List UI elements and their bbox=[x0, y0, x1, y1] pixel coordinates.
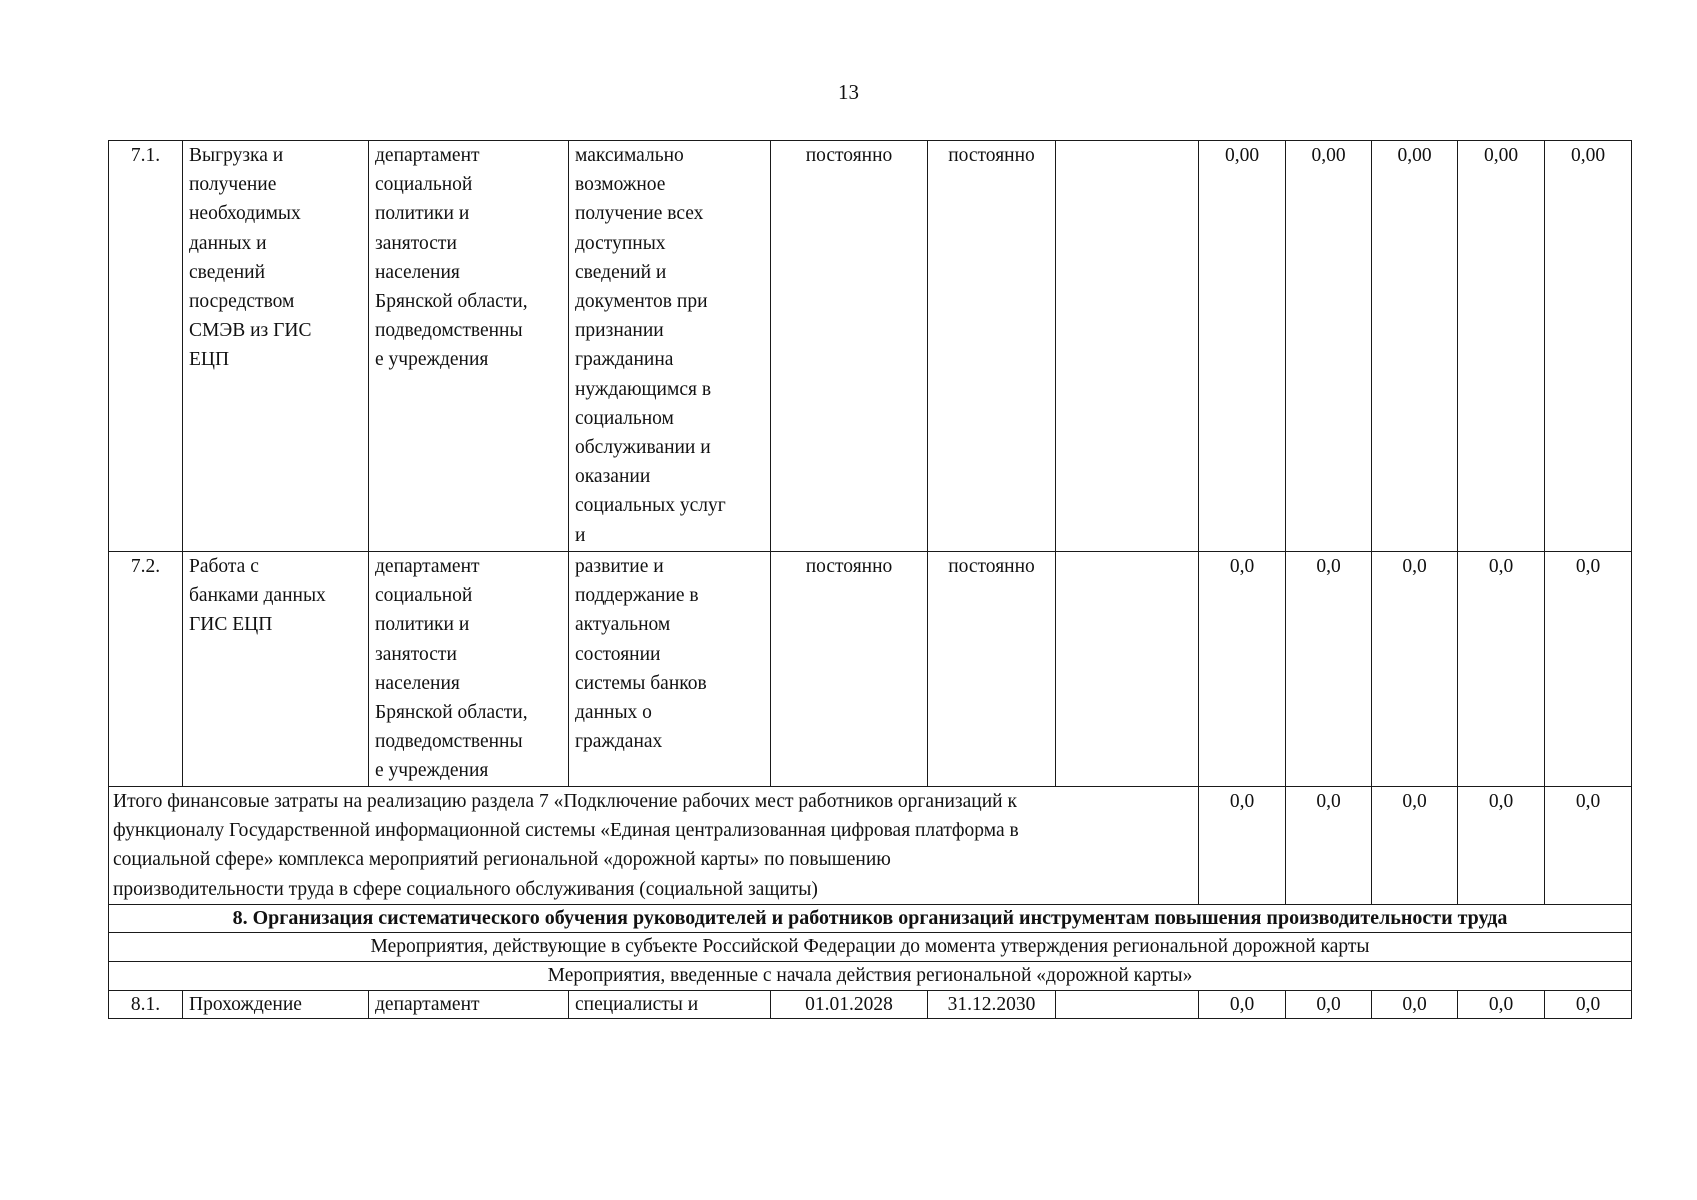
responsible-executor: департамент bbox=[369, 990, 569, 1018]
total-value: 0,0 bbox=[1545, 787, 1632, 905]
cost-value: 0,00 bbox=[1286, 141, 1372, 552]
section-total-row bbox=[109, 787, 1632, 905]
cost-value: 0,00 bbox=[1199, 141, 1286, 552]
row-number: 8.1. bbox=[109, 990, 183, 1018]
row-number: 7.1. bbox=[109, 141, 183, 552]
cost-value: 0,00 bbox=[1545, 141, 1632, 552]
start-date: постоянно bbox=[771, 141, 928, 552]
cost-value: 0,0 bbox=[1286, 552, 1372, 787]
funding-source bbox=[1056, 552, 1199, 787]
cost-value: 0,0 bbox=[1458, 552, 1545, 787]
responsible-executor: департамент социальной политики и занятости населения Брянской области, подведомственны е учреждения bbox=[369, 552, 569, 787]
subheading-new-measures: Мероприятия, введенные с начала действия региональной «дорожной карты» bbox=[109, 961, 1632, 990]
table-row bbox=[109, 552, 1632, 787]
subheading-row bbox=[109, 961, 1632, 990]
section-heading: 8. Организация систематического обучения руководителей и работников организаций инструментам повышения производительности труда bbox=[109, 904, 1632, 932]
total-value: 0,0 bbox=[1199, 787, 1286, 905]
cost-value: 0,0 bbox=[1545, 990, 1632, 1018]
cost-value: 0,00 bbox=[1372, 141, 1458, 552]
cost-value: 0,0 bbox=[1199, 552, 1286, 787]
end-date: 31.12.2030 bbox=[928, 990, 1056, 1018]
table-row bbox=[109, 990, 1632, 1018]
section-total-label: Итого финансовые затраты на реализацию раздела 7 «Подключение рабочих мест работников организаций к функционалу Государственной информационной системы «Единая централизованная цифровая платформа в социальной сфере» комплекса мероприятий региональной «дорожной карты» по повышению производительности труда в сфере социального обслуживания (социальной защиты) bbox=[109, 787, 1199, 905]
measure-title: Прохождение bbox=[183, 990, 369, 1018]
row-number: 7.2. bbox=[109, 552, 183, 787]
cost-value: 0,0 bbox=[1372, 552, 1458, 787]
table-row bbox=[109, 141, 1632, 552]
page-number: 13 bbox=[838, 80, 859, 104]
cost-value: 0,0 bbox=[1458, 990, 1545, 1018]
end-date: постоянно bbox=[928, 552, 1056, 787]
funding-source bbox=[1056, 990, 1199, 1018]
expected-result: специалисты и bbox=[569, 990, 771, 1018]
expected-result: развитие и поддержание в актуальном состоянии системы банков данных о гражданах bbox=[569, 552, 771, 787]
cost-value: 0,00 bbox=[1458, 141, 1545, 552]
start-date: 01.01.2028 bbox=[771, 990, 928, 1018]
subheading-row bbox=[109, 932, 1632, 961]
action-plan-table bbox=[108, 140, 1632, 1019]
cost-value: 0,0 bbox=[1372, 990, 1458, 1018]
total-value: 0,0 bbox=[1286, 787, 1372, 905]
expected-result: максимально возможное получение всех доступных сведений и документов при признании гражданина нуждающимся в социальном обслуживании и оказании социальных услуг и bbox=[569, 141, 771, 552]
section-heading-row bbox=[109, 904, 1632, 932]
total-value: 0,0 bbox=[1372, 787, 1458, 905]
end-date: постоянно bbox=[928, 141, 1056, 552]
cost-value: 0,0 bbox=[1199, 990, 1286, 1018]
start-date: постоянно bbox=[771, 552, 928, 787]
measure-title: Выгрузка и получение необходимых данных и сведений посредством СМЭВ из ГИС ЕЦП bbox=[183, 141, 369, 552]
measure-title: Работа с банками данных ГИС ЕЦП bbox=[183, 552, 369, 787]
cost-value: 0,0 bbox=[1545, 552, 1632, 787]
responsible-executor: департамент социальной политики и занятости населения Брянской области, подведомственны е учреждения bbox=[369, 141, 569, 552]
total-value: 0,0 bbox=[1458, 787, 1545, 905]
funding-source bbox=[1056, 141, 1199, 552]
cost-value: 0,0 bbox=[1286, 990, 1372, 1018]
subheading-existing-measures: Мероприятия, действующие в субъекте Российской Федерации до момента утверждения региональной дорожной карты bbox=[109, 932, 1632, 961]
